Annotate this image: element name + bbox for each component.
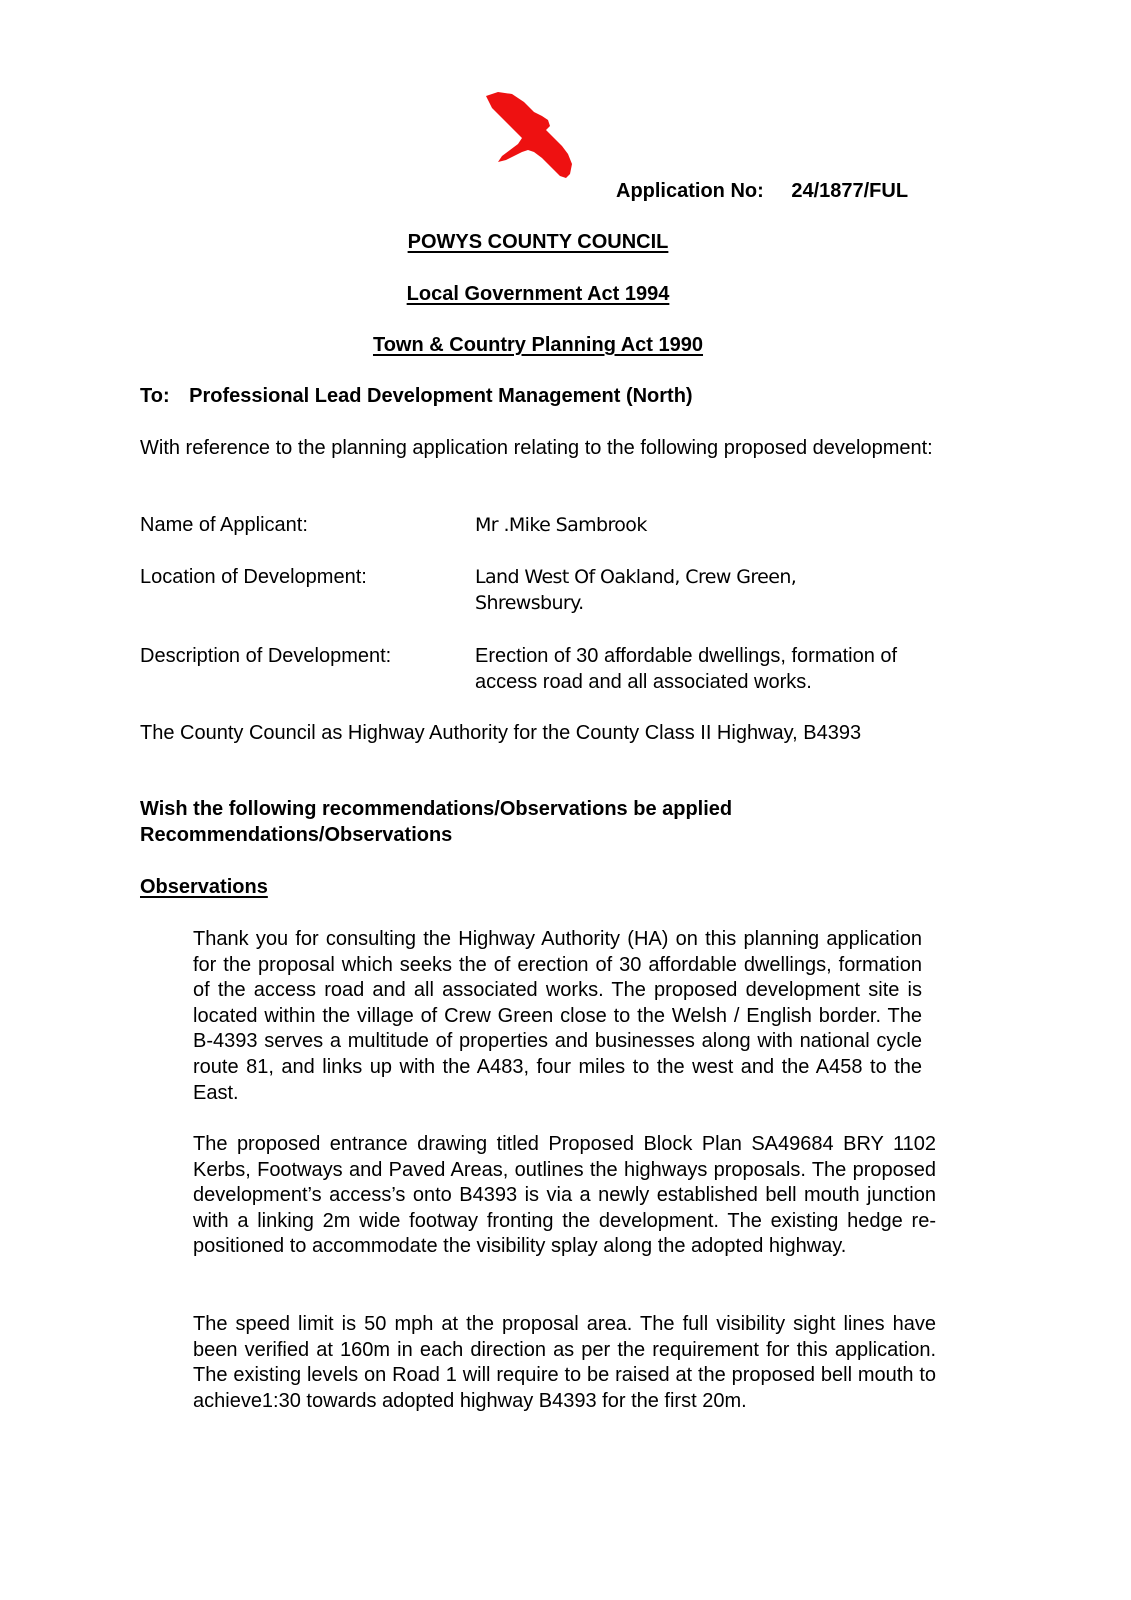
- application-label: Application No:: [616, 180, 764, 202]
- field-value: Land West Of Oakland, Crew Green, Shrewsbury.: [475, 566, 797, 614]
- observation-paragraph: Thank you for consulting the Highway Authority (HA) on this planning application for the proposal which seeks the of erection of 30 affordable dwellings, formation of the access road and all associated works. The proposed development site is located within the village of Crew Green close to the Welsh / English border. The B-4393 serves a multitude of properties and businesses along with national cycle route 81, and links up with the A483, four miles to the west and the A458 to the East.: [193, 928, 922, 1104]
- field-label: Name of Applicant:: [140, 514, 308, 536]
- to-value: Professional Lead Development Management (North): [189, 385, 693, 407]
- application-value: 24/1877/FUL: [791, 180, 909, 202]
- field-value: Erection of 30 affordable dwellings, formation of access road and all associated works.: [475, 645, 898, 693]
- observation-paragraph: The speed limit is 50 mph at the proposal area. The full visibility sight lines have been verified at 160m in each direction as per the requirement for this application. The existing levels on Road 1 will require to be raised at the proposed bell mouth to achieve1:30 towards adopted highway B4393 for the first 20m.: [193, 1313, 936, 1412]
- application-number: [616, 179, 908, 205]
- act-title-1990: Town & Country Planning Act 1990: [372, 334, 704, 356]
- act-title-1994: Local Government Act 1994: [406, 283, 670, 305]
- field-value: Mr .Mike Sambrook: [475, 514, 647, 536]
- wish-line-1: Wish the following recommendations/Observations be applied: [140, 798, 733, 820]
- to-label: To:: [140, 385, 170, 407]
- field-label: Description of Development:: [140, 645, 392, 667]
- field-label: Location of Development:: [140, 566, 367, 588]
- authority-text: The County Council as Highway Authority for the County Class II Highway, B4393: [140, 722, 862, 744]
- wish-line-2: Recommendations/Observations: [140, 824, 453, 846]
- red-kite-logo: [484, 90, 580, 182]
- reference-text: With reference to the planning application relating to the following proposed development:: [140, 437, 933, 459]
- recipient: [140, 384, 693, 410]
- observation-paragraph: The proposed entrance drawing titled Proposed Block Plan SA49684 BRY 1102 Kerbs, Footways and Paved Areas, outlines the highways proposals. The proposed development’s access’s onto B4393 is via a newly established bell mouth junction with a linking 2m wide footway fronting the development. The existing hedge re-positioned to accommodate the visibility splay along the adopted highway.: [193, 1133, 936, 1258]
- observations-heading: Observations: [140, 876, 268, 898]
- council-title: POWYS COUNTY COUNCIL: [407, 231, 669, 253]
